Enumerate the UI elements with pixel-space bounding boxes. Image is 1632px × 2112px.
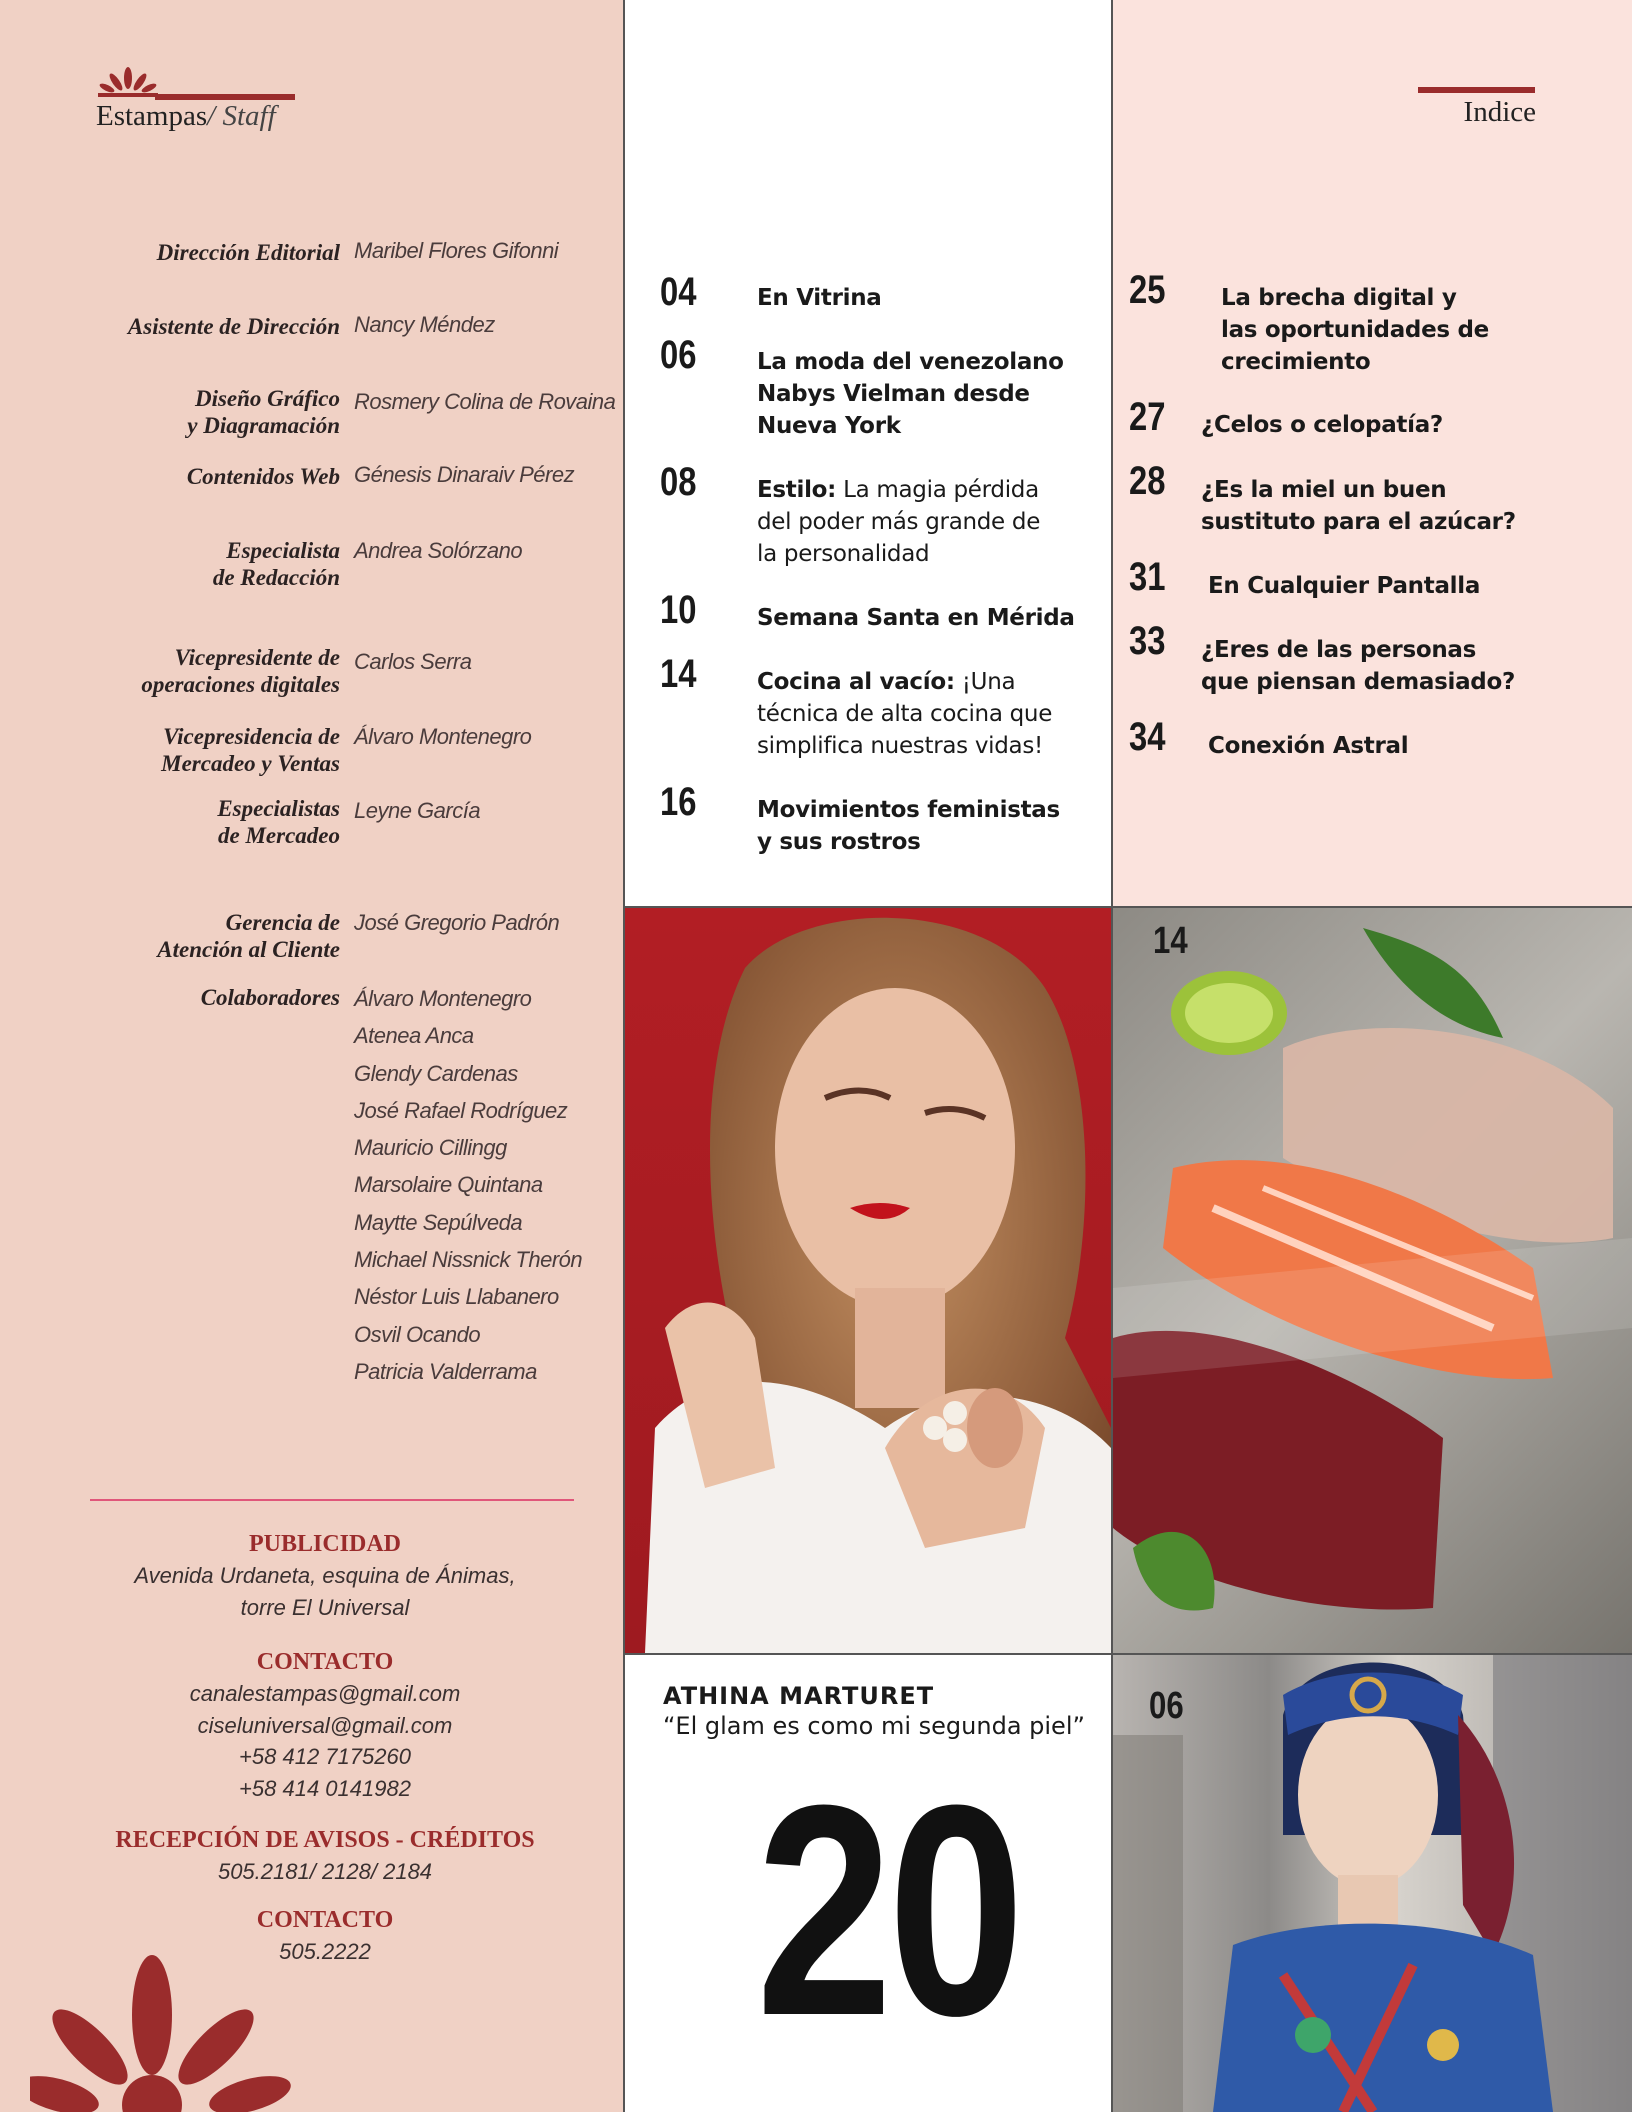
cover-name: ATHINA MARTURET	[663, 1682, 935, 1710]
phone-number: +58 414 0141982	[239, 1775, 411, 1801]
role-label: Vicepresidente de operaciones digitales	[141, 645, 340, 697]
divider	[1111, 0, 1113, 2112]
toc-left-column	[625, 0, 1111, 906]
toc-page-number: 06	[660, 333, 697, 377]
toc-page-number: 25	[1129, 268, 1166, 312]
cover-quote: “El glam es como mi segunda piel”	[663, 1712, 1085, 1740]
cover-portrait-image[interactable]	[625, 908, 1111, 1653]
food-illustration	[1113, 908, 1632, 1653]
person-name: Álvaro Montenegro	[354, 724, 532, 749]
section-name: Staff	[222, 100, 276, 132]
person-name: Carlos Serra	[354, 649, 472, 674]
list-item: Atenea Anca	[354, 1023, 474, 1049]
toc-entry[interactable]: Conexión Astral	[1208, 733, 1409, 759]
toc-page-number: 14	[660, 652, 697, 696]
role-label: Especialistas de Mercadeo	[217, 796, 340, 848]
divider	[623, 906, 1632, 908]
toc-entry[interactable]: En Cualquier Pantalla	[1208, 573, 1481, 599]
toc-title: Indice	[1463, 96, 1536, 128]
list-item: Michael Nissnick Therón	[354, 1247, 583, 1273]
list-item: Maytte Sepúlveda	[354, 1209, 523, 1235]
list-item: Osvil Ocando	[354, 1321, 481, 1347]
toc-entry[interactable]: Cocina al vacío: ¡Una técnica de alta cocina que simplifica nuestras vidas!	[757, 669, 1053, 759]
person-name: Andrea Solórzano	[354, 538, 523, 563]
fashion-illustration	[1113, 1655, 1632, 2112]
divider	[623, 0, 625, 2112]
role-label: Colaboradores	[200, 985, 340, 1010]
flower-decoration-icon	[30, 1955, 310, 2112]
toc-right-column	[1113, 0, 1632, 906]
collaborators-list	[354, 980, 582, 1390]
role-label: Especialista de Redacción	[212, 538, 340, 590]
toc-page-number: 08	[660, 460, 697, 504]
list-item: Néstor Luis Llabanero	[354, 1284, 559, 1310]
toc-page-number: 28	[1129, 459, 1166, 503]
divider	[623, 1653, 1632, 1655]
toc-page-number: 16	[660, 780, 697, 824]
toc-page-number: 34	[1129, 715, 1166, 759]
portrait-illustration	[625, 908, 1111, 1653]
role-label: Contenidos Web	[186, 464, 340, 489]
role-label: Vicepresidencia de Mercadeo y Ventas	[161, 724, 340, 776]
role-label: Dirección Editorial	[156, 240, 340, 265]
toc-page-number: 04	[660, 270, 697, 314]
list-item: Álvaro Montenegro	[354, 986, 532, 1011]
email-link[interactable]: canalestampas@gmail.com	[189, 1681, 461, 1706]
contacto2-block: CONTACTO 505.2222	[256, 1907, 394, 1964]
photo-page-number: 14	[1153, 920, 1188, 962]
toc-entry[interactable]: ¿Eres de las personas que piensan demasiado?	[1201, 637, 1516, 695]
estampas-logo-icon	[98, 66, 158, 98]
person-name: Nancy Méndez	[354, 312, 495, 337]
person-name: José Gregorio Padrón	[354, 910, 560, 935]
toc-page-number: 27	[1129, 395, 1166, 439]
toc-entry[interactable]: La brecha digital y las oportunidades de crecimiento	[1221, 285, 1489, 375]
indice-rule	[1418, 87, 1535, 93]
list-item: Mauricio Cillingg	[354, 1135, 507, 1161]
person-name: Leyne García	[354, 798, 481, 823]
photo-page-number: 06	[1149, 1685, 1184, 1727]
toc-entry[interactable]: La moda del venezolano Nabys Vielman desde Nueva York	[757, 349, 1064, 439]
contacto-block: CONTACTO canalestampas@gmail.com ciseluniversal@gmail.com +58 412 7175260 +58 414 0141982	[90, 1646, 560, 1804]
publicidad-block: PUBLICIDAD Avenida Urdaneta, esquina de Ánimas, torre El Universal	[134, 1531, 516, 1620]
list-item: José Rafael Rodríguez	[354, 1097, 568, 1123]
role-label: Diseño Gráfico y Diagramación	[187, 386, 340, 438]
toc-entry[interactable]: Semana Santa en Mérida	[757, 605, 1075, 631]
toc-entry[interactable]: Movimientos feministas y sus rostros	[757, 797, 1060, 855]
divider	[90, 1499, 574, 1501]
toc-page-number: 31	[1129, 555, 1166, 599]
email-link[interactable]: ciseluniversal@gmail.com	[197, 1712, 453, 1738]
list-item: Patricia Valderrama	[354, 1358, 537, 1384]
person-name: Rosmery Colina de Rovaina	[354, 389, 616, 414]
toc-page-number: 10	[660, 588, 697, 632]
phone-number: +58 412 7175260	[239, 1744, 411, 1769]
toc-entry[interactable]: En Vitrina	[757, 285, 882, 311]
toc-entry[interactable]: ¿Celos o celopatía?	[1201, 412, 1443, 438]
list-item: Marsolaire Quintana	[354, 1172, 543, 1198]
recepcion-block: RECEPCIÓN DE AVISOS - CRÉDITOS 505.2181/ 2128/ 2184	[115, 1827, 535, 1884]
list-item: Glendy Cardenas	[354, 1060, 518, 1086]
role-label: Gerencia de Atención al Cliente	[157, 910, 340, 962]
person-name: Génesis Dinaraiv Pérez	[354, 462, 575, 487]
role-label: Asistente de Dirección	[127, 314, 340, 339]
toc-page-number: 33	[1129, 619, 1166, 663]
fashion-image[interactable]	[1113, 1655, 1632, 2112]
food-image[interactable]	[1113, 908, 1632, 1653]
person-name: Maribel Flores Gifonni	[354, 238, 559, 263]
toc-entry[interactable]: Estilo: La magia pérdida del poder más grande de la personalidad	[757, 477, 1041, 567]
toc-entry[interactable]: ¿Es la miel un buen sustituto para el azúcar?	[1201, 477, 1516, 535]
brand-name: Estampas	[96, 100, 208, 132]
staff-header: Estampas/ Staff	[96, 100, 276, 132]
cover-page-number: 20	[756, 1742, 1020, 2078]
